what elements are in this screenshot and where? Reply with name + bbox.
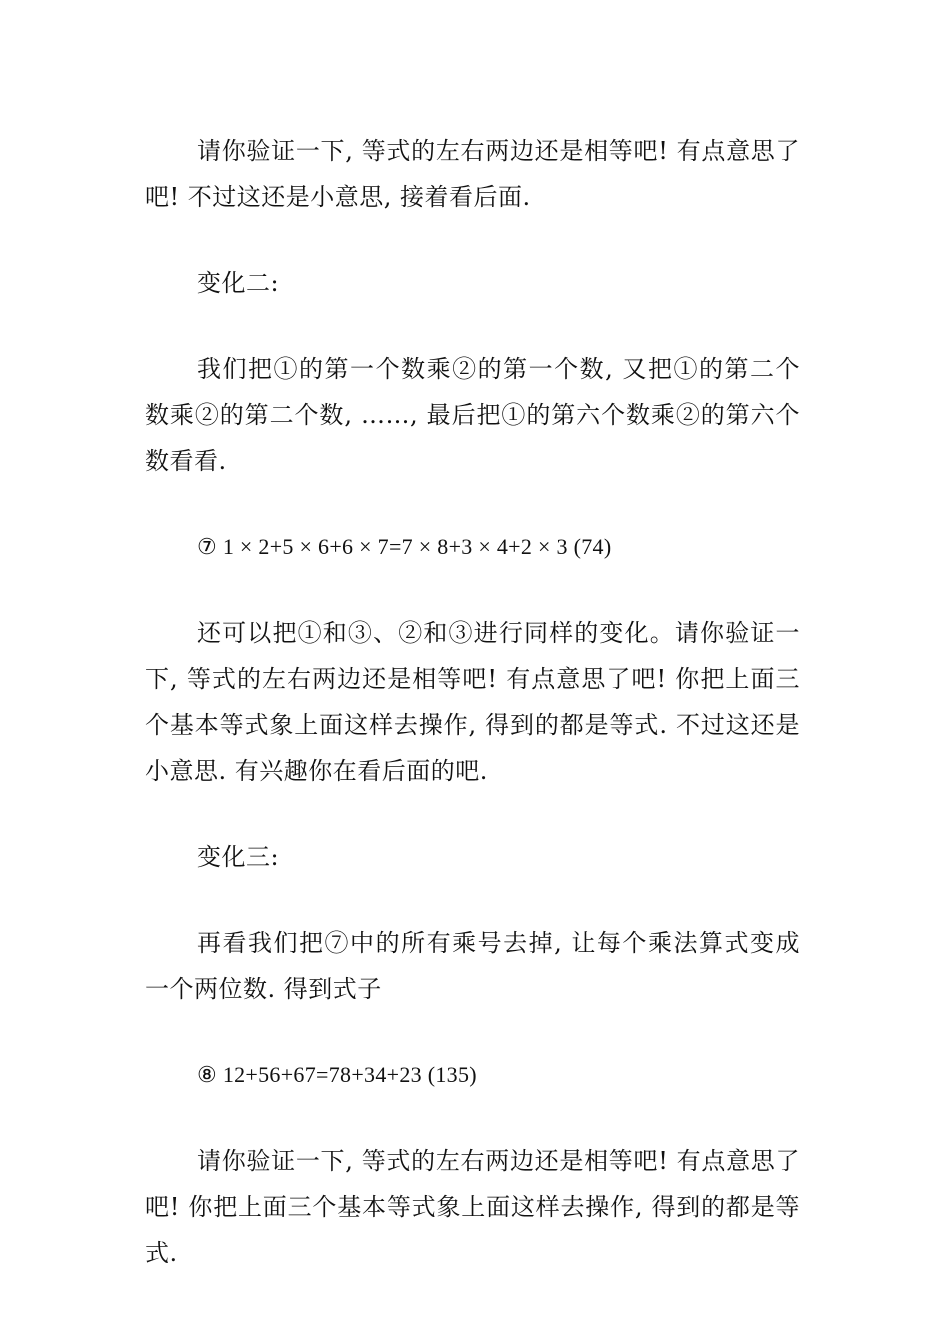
section-heading-change-two: 变化二: [197, 269, 280, 297]
paragraph-verify-1: 请你验证一下, 等式的左右两边还是相等吧! 有点意思了吧! 不过这还是小意思, 接着看后面. [145, 137, 800, 211]
equation-eight: ⑧ 12+56+67=78+34+23 (135) [197, 1062, 477, 1087]
equation-seven: ⑦ 1 × 2+5 × 6+6 × 7=7 × 8+3 × 4+2 × 3 (74) [197, 534, 612, 559]
paragraph-verify-3: 请你验证一下, 等式的左右两边还是相等吧! 有点意思了吧! 你把上面三个基本等式象上面这样去操作, 得到的都是等式. [145, 1147, 800, 1267]
paragraph-change-two-description: 我们把①的第一个数乘②的第一个数, 又把①的第二个数乘②的第二个数, ……, 最后把①的第六个数乘②的第六个数看看. [145, 355, 800, 475]
paragraph-change-three-description: 再看我们把⑦中的所有乘号去掉, 让每个乘法算式变成一个两位数. 得到式子 [145, 929, 800, 1003]
paragraph-verify-2: 还可以把①和③、②和③进行同样的变化。请你验证一下, 等式的左右两边还是相等吧! 有点意思了吧! 你把上面三个基本等式象上面这样去操作, 得到的都是等式. 不过这还是小意思. 有兴趣你在看后面的吧. [145, 619, 800, 785]
section-heading-change-three: 变化三: [197, 843, 280, 871]
